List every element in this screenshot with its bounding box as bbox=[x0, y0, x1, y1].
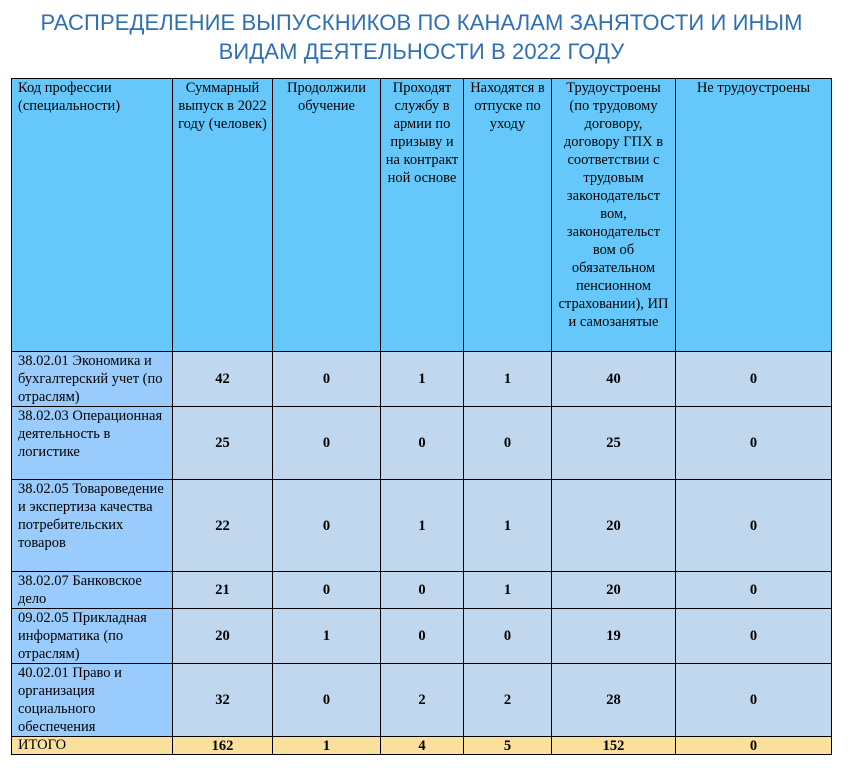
graduates-distribution-table bbox=[11, 78, 832, 755]
page-title-line-1: РАСПРЕДЕЛЕНИЕ ВЫПУСКНИКОВ ПО КАНАЛАМ ЗАНЯТОСТИ И ИНЫМ bbox=[40, 10, 803, 35]
total-not-employed: 0 bbox=[676, 737, 832, 755]
cell-continued-education: 0 bbox=[273, 480, 381, 572]
cell-total-graduates: 25 bbox=[173, 407, 273, 480]
table-row bbox=[12, 572, 832, 609]
cell-military-service: 0 bbox=[381, 407, 464, 480]
header-continued-education: Продолжили обучение bbox=[273, 79, 381, 352]
cell-employed: 19 bbox=[552, 609, 676, 664]
cell-parental-leave: 1 bbox=[464, 480, 552, 572]
cell-continued-education: 0 bbox=[273, 352, 381, 407]
table-row bbox=[12, 609, 832, 664]
cell-not-employed: 0 bbox=[676, 664, 832, 737]
cell-military-service: 2 bbox=[381, 664, 464, 737]
cell-total-graduates: 20 bbox=[173, 609, 273, 664]
profession-name: 38.02.01 Экономика и бухгалтерский учет (по отраслям) bbox=[12, 352, 173, 407]
header-employed: Трудоустроены (по трудовому договору, договору ГПХ в соответствии с трудовым законодательст вом, законодательст вом об обязательном пенсионном страховании), ИП и самозанятые bbox=[552, 79, 676, 352]
cell-not-employed: 0 bbox=[676, 609, 832, 664]
cell-military-service: 1 bbox=[381, 480, 464, 572]
profession-name: 38.02.05 Товароведение и экспертиза качества потребительских товаров bbox=[12, 480, 173, 572]
cell-continued-education: 0 bbox=[273, 572, 381, 609]
header-parental-leave: Находятся в отпуске по уходу bbox=[464, 79, 552, 352]
cell-employed: 20 bbox=[552, 480, 676, 572]
cell-parental-leave: 0 bbox=[464, 407, 552, 480]
cell-continued-education: 0 bbox=[273, 664, 381, 737]
cell-not-employed: 0 bbox=[676, 407, 832, 480]
table-row bbox=[12, 407, 832, 480]
header-not-employed: Не трудоустроены bbox=[676, 79, 832, 352]
header-military-service: Проходят службу в армии по призыву и на контракт ной основе bbox=[381, 79, 464, 352]
total-employed: 152 bbox=[552, 737, 676, 755]
profession-name: 09.02.05 Прикладная информатика (по отраслям) bbox=[12, 609, 173, 664]
cell-total-graduates: 21 bbox=[173, 572, 273, 609]
cell-not-employed: 0 bbox=[676, 352, 832, 407]
cell-military-service: 0 bbox=[381, 609, 464, 664]
table-row bbox=[12, 352, 832, 407]
cell-parental-leave: 1 bbox=[464, 352, 552, 407]
page-title bbox=[0, 8, 843, 66]
cell-continued-education: 1 bbox=[273, 609, 381, 664]
cell-employed: 25 bbox=[552, 407, 676, 480]
table-header-row bbox=[12, 79, 832, 352]
table-total-row bbox=[12, 737, 832, 755]
cell-parental-leave: 0 bbox=[464, 609, 552, 664]
header-profession-code: Код профессии (специальности) bbox=[12, 79, 173, 352]
table-row bbox=[12, 480, 832, 572]
cell-employed: 40 bbox=[552, 352, 676, 407]
profession-name: 40.02.01 Право и организация социального обеспечения bbox=[12, 664, 173, 737]
total-graduates: 162 bbox=[173, 737, 273, 755]
cell-military-service: 1 bbox=[381, 352, 464, 407]
cell-total-graduates: 32 bbox=[173, 664, 273, 737]
cell-parental-leave: 1 bbox=[464, 572, 552, 609]
cell-employed: 20 bbox=[552, 572, 676, 609]
cell-not-employed: 0 bbox=[676, 572, 832, 609]
cell-employed: 28 bbox=[552, 664, 676, 737]
cell-total-graduates: 22 bbox=[173, 480, 273, 572]
cell-continued-education: 0 bbox=[273, 407, 381, 480]
table-row bbox=[12, 664, 832, 737]
total-parental-leave: 5 bbox=[464, 737, 552, 755]
cell-not-employed: 0 bbox=[676, 480, 832, 572]
profession-name: 38.02.07 Банковское дело bbox=[12, 572, 173, 609]
total-military-service: 4 bbox=[381, 737, 464, 755]
total-continued-education: 1 bbox=[273, 737, 381, 755]
cell-military-service: 0 bbox=[381, 572, 464, 609]
cell-parental-leave: 2 bbox=[464, 664, 552, 737]
total-label: ИТОГО bbox=[12, 737, 173, 755]
profession-name: 38.02.03 Операционная деятельность в логистике bbox=[12, 407, 173, 480]
header-total-graduates: Суммарный выпуск в 2022 году (человек) bbox=[173, 79, 273, 352]
page-title-line-2: ВИДАМ ДЕЯТЕЛЬНОСТИ В 2022 ГОДУ bbox=[218, 39, 625, 64]
cell-total-graduates: 42 bbox=[173, 352, 273, 407]
